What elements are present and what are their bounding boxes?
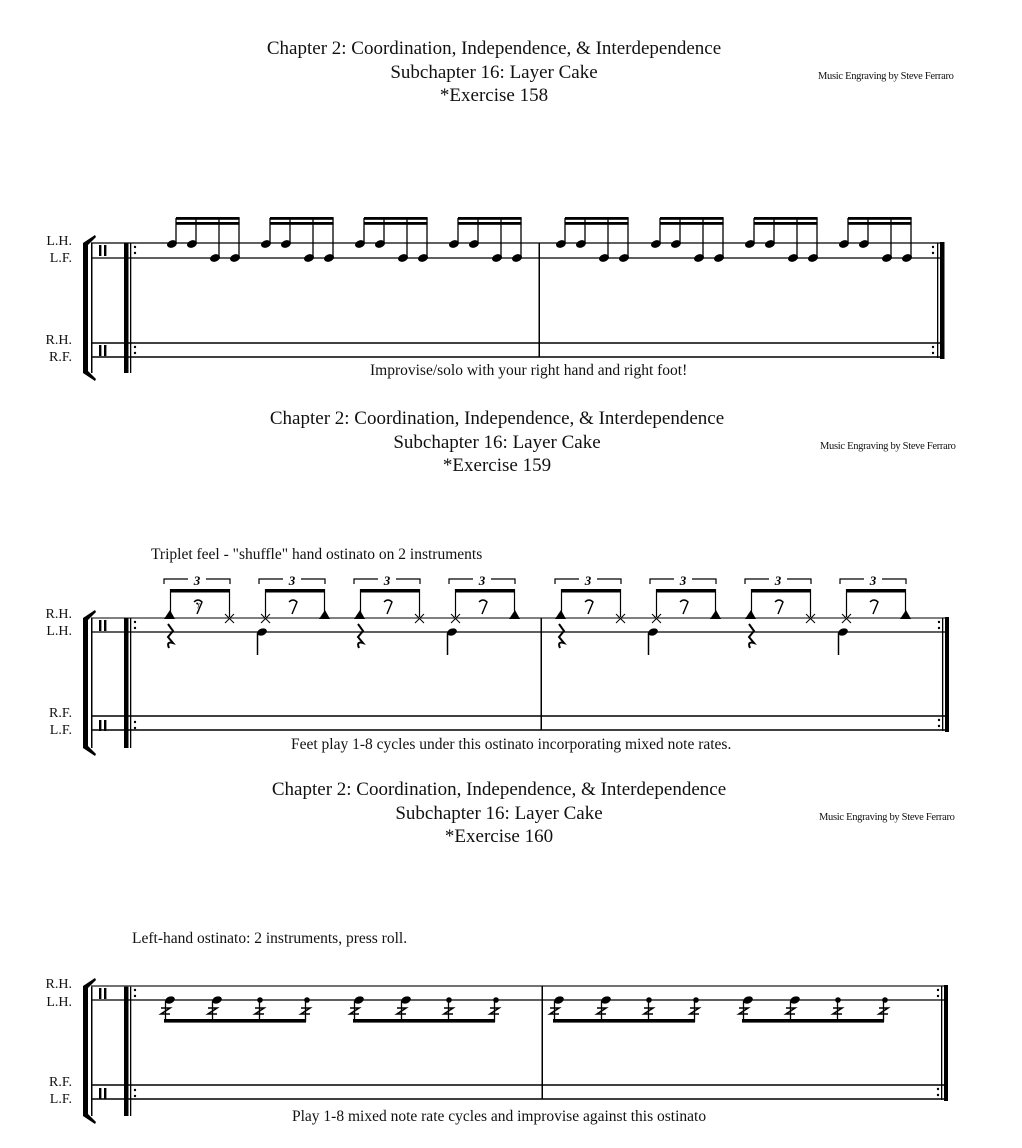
staff-label-rf: R.F. [48, 1075, 72, 1090]
engraving-credit: Music Engraving by Steve Ferraro [820, 441, 956, 452]
exercise-159-footer: Feet play 1-8 cycles under this ostinato incorporating mixed note rates. [291, 736, 732, 753]
staff-label-rf: R.F. [48, 706, 72, 721]
exercise-158-footer: Improvise/solo with your right hand and right foot! [370, 362, 688, 379]
staff-label-rh: R.H. [45, 333, 72, 348]
staff-label-rf: R.F. [48, 350, 72, 365]
svg-text:3: 3 [869, 573, 877, 588]
exercise-159-instruction: Triplet feel - "shuffle" hand ostinato on 2 instruments [151, 546, 483, 563]
subchapter-title: Subchapter 16: Layer Cake [393, 431, 601, 453]
exercise-160-notes [161, 995, 888, 1023]
svg-text:3: 3 [679, 573, 687, 588]
staff-label-rh: R.H. [45, 607, 72, 622]
staff-label-lh: L.H. [46, 995, 72, 1010]
exercise-159-notes [164, 573, 911, 655]
exercise-160-footer: Play 1-8 mixed note rate cycles and improvise against this ostinato [292, 1108, 707, 1125]
chapter-title: Chapter 2: Coordination, Independence, & Interdependence [271, 779, 727, 800]
staff-label-rh: R.H. [45, 977, 72, 992]
staff-label-lh: L.H. [46, 624, 72, 639]
exercise-number: *Exercise 158 [439, 85, 549, 106]
staff-label-lf: L.F. [49, 251, 72, 266]
svg-text:3: 3 [584, 573, 592, 588]
staff-label-lf: L.F. [49, 723, 72, 738]
exercise-159-staff [83, 610, 949, 756]
exercise-number: *Exercise 159 [442, 455, 552, 476]
engraving-credit: Music Engraving by Steve Ferraro [818, 71, 954, 82]
subchapter-title: Subchapter 16: Layer Cake [395, 802, 603, 824]
svg-text:3: 3 [478, 573, 486, 588]
svg-text:3: 3 [288, 573, 296, 588]
staff-label-lf: L.F. [49, 1092, 72, 1107]
exercise-number: *Exercise 160 [444, 826, 554, 847]
staff-label-lh: L.H. [46, 234, 72, 249]
exercise-160-instruction: Left-hand ostinato: 2 instruments, press roll. [132, 930, 408, 947]
chapter-title: Chapter 2: Coordination, Independence, & Interdependence [269, 408, 725, 429]
chapter-title: Chapter 2: Coordination, Independence, & Interdependence [266, 38, 722, 59]
svg-text:3: 3 [193, 573, 201, 588]
svg-text:3: 3 [774, 573, 782, 588]
svg-text:3: 3 [383, 573, 391, 588]
engraving-credit: Music Engraving by Steve Ferraro [819, 812, 955, 823]
subchapter-title: Subchapter 16: Layer Cake [390, 61, 598, 83]
svg-text:𝄾: 𝄾 [195, 596, 201, 615]
